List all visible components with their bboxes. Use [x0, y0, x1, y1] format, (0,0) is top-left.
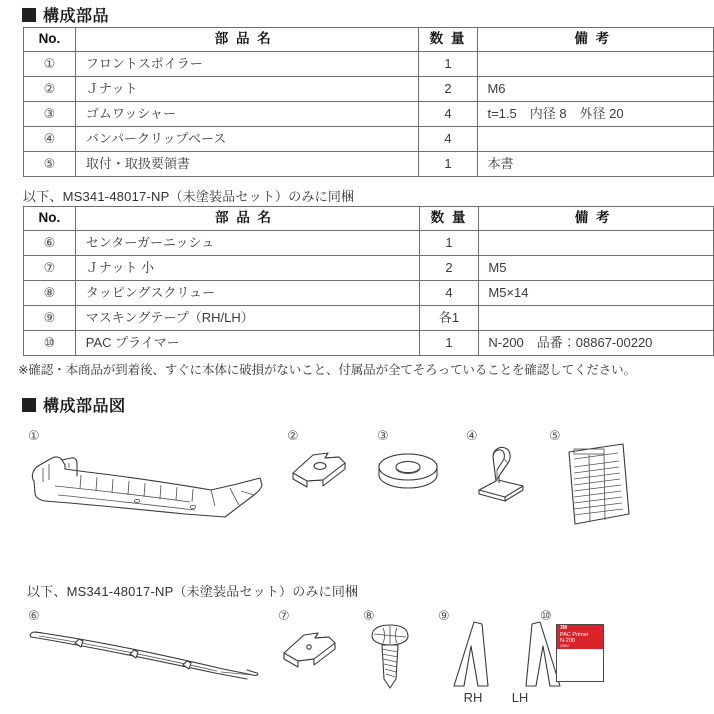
header-no: No.	[24, 207, 76, 231]
row-qty: 4	[419, 281, 479, 306]
row-no: ⑧	[24, 281, 76, 306]
table-row	[24, 127, 714, 152]
parts-list-heading-text: 構成部品	[43, 8, 110, 25]
subset-note-table2: 以下、MS341-48017-NP（未塗装品セット）のみに同梱	[23, 189, 355, 204]
row-qty: 各1	[419, 306, 479, 331]
diagram-label-5: ⑤	[549, 428, 561, 443]
row-remark	[478, 127, 714, 152]
diagram-label-6: ⑥	[28, 608, 40, 623]
row-remark: N-200 品番：08867-00220	[479, 331, 714, 356]
diagram-label-9: ⑨	[438, 608, 450, 623]
row-name: マスキングテープ（RH/LH）	[75, 306, 419, 331]
row-remark	[479, 306, 714, 331]
primer-label-band	[557, 625, 603, 649]
table-row	[24, 152, 714, 177]
row-qty: 4	[418, 102, 478, 127]
row-remark	[479, 231, 714, 256]
table-row	[24, 77, 714, 102]
row-no: ④	[24, 127, 76, 152]
row-remark: t=1.5 内径 8 外径 20	[478, 102, 714, 127]
tapping-screw-icon	[370, 624, 412, 690]
table-row	[24, 256, 714, 281]
row-name: ゴムワッシャー	[75, 102, 418, 127]
row-name: バンパークリップベース	[75, 127, 418, 152]
row-remark: 本書	[478, 152, 714, 177]
parts-diagram-heading	[22, 393, 126, 416]
diagram-label-3: ③	[377, 428, 389, 443]
diagram-label-4: ④	[466, 428, 478, 443]
header-name: 部 品 名	[75, 28, 418, 52]
header-remark: 備 考	[478, 28, 714, 52]
row-no: ⑤	[24, 152, 76, 177]
row-qty: 1	[418, 152, 478, 177]
table-row	[24, 281, 714, 306]
primer-name: PAC Primer	[560, 632, 589, 638]
masking-tape-icon	[452, 620, 562, 690]
row-qty: 1	[419, 231, 479, 256]
row-no: ⑨	[24, 306, 76, 331]
table-header-row	[24, 207, 714, 231]
row-qty: 2	[419, 256, 479, 281]
front-spoiler-icon	[25, 448, 270, 518]
subset-note-diagram: 以下、MS341-48017-NP（未塗装品セット）のみに同梱	[27, 584, 359, 599]
j-nut-icon	[287, 447, 351, 497]
parts-list-heading	[22, 3, 109, 26]
row-remark: M5	[479, 256, 714, 281]
table-row	[24, 306, 714, 331]
table-header-row	[24, 28, 714, 52]
row-no: ③	[24, 102, 76, 127]
parts-table-1	[23, 27, 714, 177]
rubber-washer-icon	[377, 450, 439, 494]
parts-table-2	[23, 206, 714, 356]
pac-primer-can-icon	[556, 624, 604, 682]
header-name: 部 品 名	[75, 207, 419, 231]
instruction-manual-icon	[565, 442, 635, 527]
row-name: Ｊナット	[75, 77, 418, 102]
center-garnish-icon	[25, 627, 265, 679]
row-qty: 4	[418, 127, 478, 152]
header-qty: 数 量	[419, 207, 479, 231]
header-remark: 備 考	[479, 207, 714, 231]
row-name: フロントスポイラー	[75, 52, 418, 77]
row-remark: M6	[478, 77, 714, 102]
row-no: ①	[24, 52, 76, 77]
bullet-square-icon	[22, 8, 36, 22]
table-row	[24, 331, 714, 356]
diagram-label-10: ⑩	[540, 608, 552, 623]
row-name: PAC プライマー	[75, 331, 419, 356]
header-no: No.	[24, 28, 76, 52]
bumper-clip-base-icon	[466, 443, 528, 505]
row-name: 取付・取扱要領書	[75, 152, 418, 177]
j-nut-small-icon	[278, 626, 342, 676]
diagram-label-7: ⑦	[278, 608, 290, 623]
row-qty: 1	[419, 331, 479, 356]
primer-code: N-200	[560, 638, 575, 644]
diagram-label-8: ⑧	[363, 608, 375, 623]
masking-tape-caption-rh: RH	[463, 690, 483, 705]
row-qty: 1	[418, 52, 478, 77]
masking-tape-caption-lh: LH	[511, 690, 529, 705]
primer-sub: 08867	[560, 644, 570, 648]
row-no: ⑥	[24, 231, 76, 256]
diagram-label-1: ①	[28, 428, 40, 443]
row-name: センターガーニッシュ	[75, 231, 419, 256]
primer-brand: 3M	[560, 625, 567, 631]
parts-diagram-heading-text: 構成部品図	[43, 398, 126, 415]
row-name: タッピングスクリュー	[75, 281, 419, 306]
row-no: ②	[24, 77, 76, 102]
table-row	[24, 102, 714, 127]
row-remark: M5×14	[479, 281, 714, 306]
bullet-square-icon	[22, 398, 36, 412]
table-row	[24, 231, 714, 256]
row-no: ⑦	[24, 256, 76, 281]
confirmation-note: ※確認・本商品が到着後、すぐに本体に破損がないこと、付属品が全てそろっていることを確認してください。	[18, 363, 636, 377]
diagram-label-2: ②	[287, 428, 299, 443]
row-no: ⑩	[24, 331, 76, 356]
row-name: Ｊナット 小	[75, 256, 419, 281]
header-qty: 数 量	[418, 28, 478, 52]
table-row	[24, 52, 714, 77]
row-remark	[478, 52, 714, 77]
row-qty: 2	[418, 77, 478, 102]
